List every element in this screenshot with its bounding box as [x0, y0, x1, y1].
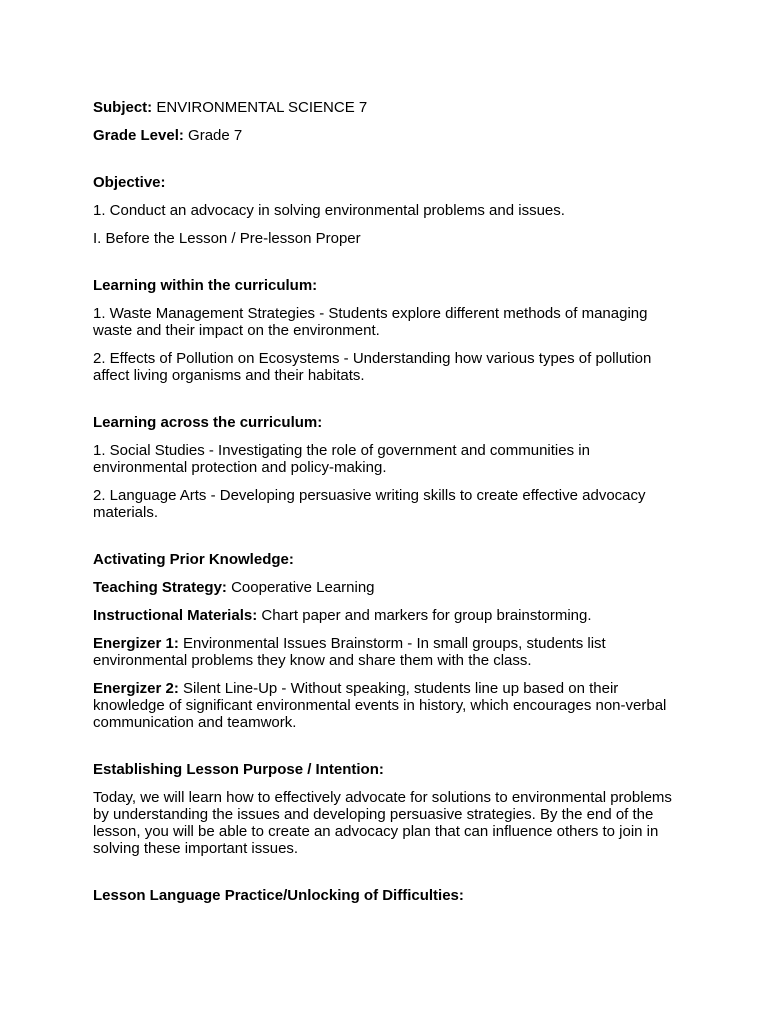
language-practice-heading: Lesson Language Practice/Unlocking of Difficulties: [93, 887, 464, 904]
lesson-plan-document [93, 99, 683, 904]
grade-level-value: Grade 7 [188, 127, 243, 144]
energizer-2-value: Silent Line-Up - Without speaking, students line up based on their knowledge of significant environmental events in history, which encourages non-verbal communication and teamwork. [93, 680, 667, 731]
activating-heading: Activating Prior Knowledge: [93, 551, 294, 568]
energizer-2-line [93, 680, 683, 731]
subject-line [93, 99, 683, 116]
purpose-heading: Establishing Lesson Purpose / Intention: [93, 761, 384, 778]
objective-item: 1. Conduct an advocacy in solving environmental problems and issues. [93, 202, 565, 219]
energizer-1-value: Environmental Issues Brainstorm - In small groups, students list environmental problems they know and share them with the class. [93, 635, 606, 669]
learning-across-item: 2. Language Arts - Developing persuasive writing skills to create effective advocacy materials. [93, 487, 646, 521]
subject-label: Subject: [93, 99, 153, 116]
learning-within-item: 1. Waste Management Strategies - Students explore different methods of managing waste and their impact on the environment. [93, 305, 648, 339]
objective-heading: Objective: [93, 174, 166, 191]
purpose-text: Today, we will learn how to effectively advocate for solutions to environmental problems by understanding the issues and developing persuasive strategies. By the end of the lesson, you will be able to create an advocacy plan that can influence others to join in solving these important issues. [93, 789, 672, 857]
subject-value: ENVIRONMENTAL SCIENCE 7 [156, 99, 368, 116]
learning-across-heading: Learning across the curriculum: [93, 414, 323, 431]
energizer-2-label: Energizer 2: [93, 680, 179, 697]
energizer-1-label: Energizer 1: [93, 635, 179, 652]
learning-within-heading: Learning within the curriculum: [93, 277, 318, 294]
instructional-materials-line [93, 607, 683, 624]
teaching-strategy-line [93, 579, 683, 596]
teaching-strategy-label: Teaching Strategy: [93, 579, 227, 596]
instructional-materials-value: Chart paper and markers for group brainstorming. [261, 607, 592, 624]
grade-level-line [93, 127, 683, 144]
objective-item: I. Before the Lesson / Pre-lesson Proper [93, 230, 361, 247]
grade-level-label: Grade Level: [93, 127, 184, 144]
energizer-1-line [93, 635, 683, 669]
learning-within-item: 2. Effects of Pollution on Ecosystems - Understanding how various types of pollution affect living organisms and their habitats. [93, 350, 652, 384]
instructional-materials-label: Instructional Materials: [93, 607, 258, 624]
learning-across-item: 1. Social Studies - Investigating the role of government and communities in environmental protection and policy-making. [93, 442, 590, 476]
teaching-strategy-value: Cooperative Learning [231, 579, 375, 596]
